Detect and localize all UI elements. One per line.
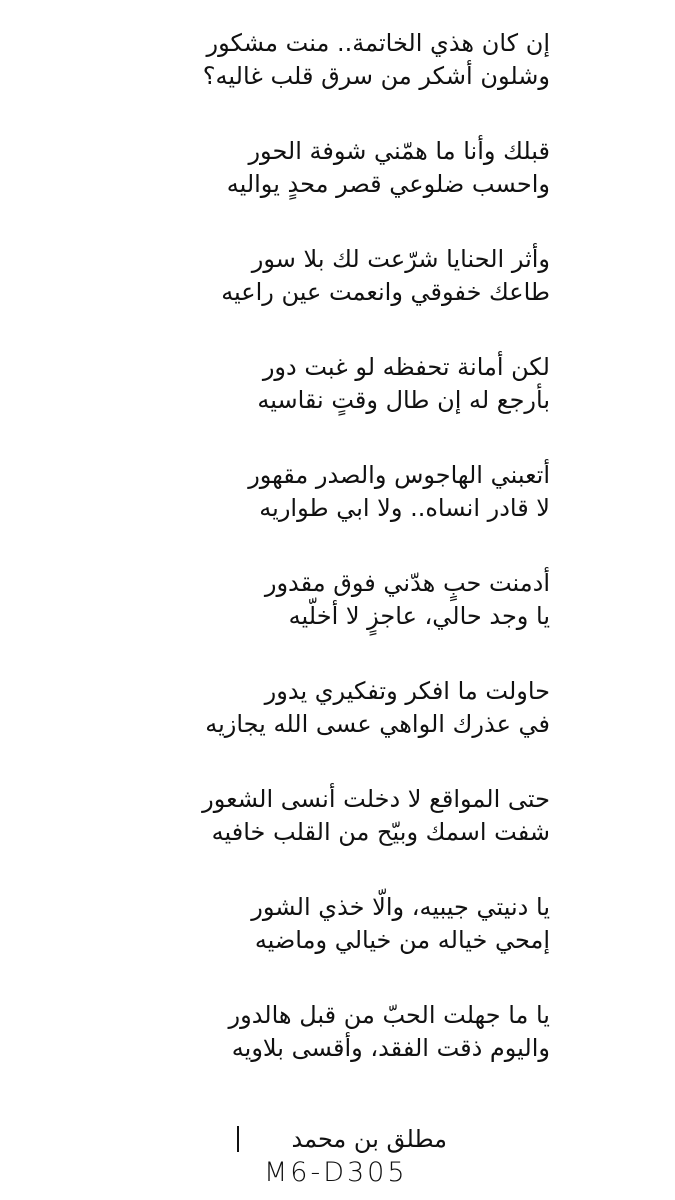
verse-line: يا ما جهلت الحبّ من قبل هالدور — [228, 1001, 550, 1029]
stanza-10 — [0, 1000, 675, 1108]
verse-line: قبلك وأنا ما همّني شوفة الحور — [248, 137, 550, 165]
verse-line: بأرجع له إن طال وقتٍ نقاسيه — [257, 386, 550, 414]
verse-line: واحسب ضلوعي قصر محدٍ يواليه — [226, 170, 550, 198]
verse-line: أتعبني الهاجوس والصدر مقهور — [248, 461, 550, 489]
verse-line: طاعك خفوقي وانعمت عين راعيه — [221, 278, 550, 306]
verse-line: شفت اسمك وبيّح من القلب خافيه — [211, 818, 550, 846]
stanza-2 — [0, 136, 675, 244]
stanza-8 — [0, 784, 675, 892]
verse-line: أدمنت حبٍ هدّني فوق مقدور — [264, 569, 550, 597]
verse-line: حتى المواقع لا دخلت أنسى الشعور — [202, 785, 550, 813]
verse-line: واليوم ذقت الفقد، وأقسى بلاويه — [231, 1034, 550, 1062]
verse-line: وشلون أشكر من سرق قلب غاليه؟ — [202, 62, 550, 90]
poem — [0, 28, 675, 1108]
stanza-9 — [0, 892, 675, 1000]
verse-line: يا دنيتي جيبيه، والّا خذي الشور — [251, 893, 550, 921]
verse-line: لكن أمانة تحفظه لو غبت دور — [262, 353, 550, 381]
stanza-7 — [0, 676, 675, 784]
stanza-5 — [0, 460, 675, 568]
stanza-4 — [0, 352, 675, 460]
signature-divider — [237, 1126, 239, 1152]
verse-line: وأثر الحنايا شرّعت لك بلا سور — [251, 245, 550, 273]
verse-line: حاولت ما افكر وتفكيري يدور — [264, 677, 550, 705]
stanza-6 — [0, 568, 675, 676]
verse-line: في عذرك الواهي عسى الله يجازيه — [205, 710, 550, 738]
verse-line: إن كان هذي الخاتمة.. منت مشكور — [206, 29, 550, 57]
verse-line: يا وجد حالي، عاجزٍ لا أخلّيه — [288, 602, 550, 630]
verse-line: لا قادر انساه.. ولا ابي طواريه — [259, 494, 550, 522]
verse-line: إمحي خياله من خيالي وماضيه — [254, 926, 550, 954]
author-signature: مطلق بن محمد — [291, 1125, 447, 1153]
poem-code: M6-D305 — [264, 1157, 408, 1188]
stanza-1 — [0, 28, 675, 136]
stanza-3 — [0, 244, 675, 352]
